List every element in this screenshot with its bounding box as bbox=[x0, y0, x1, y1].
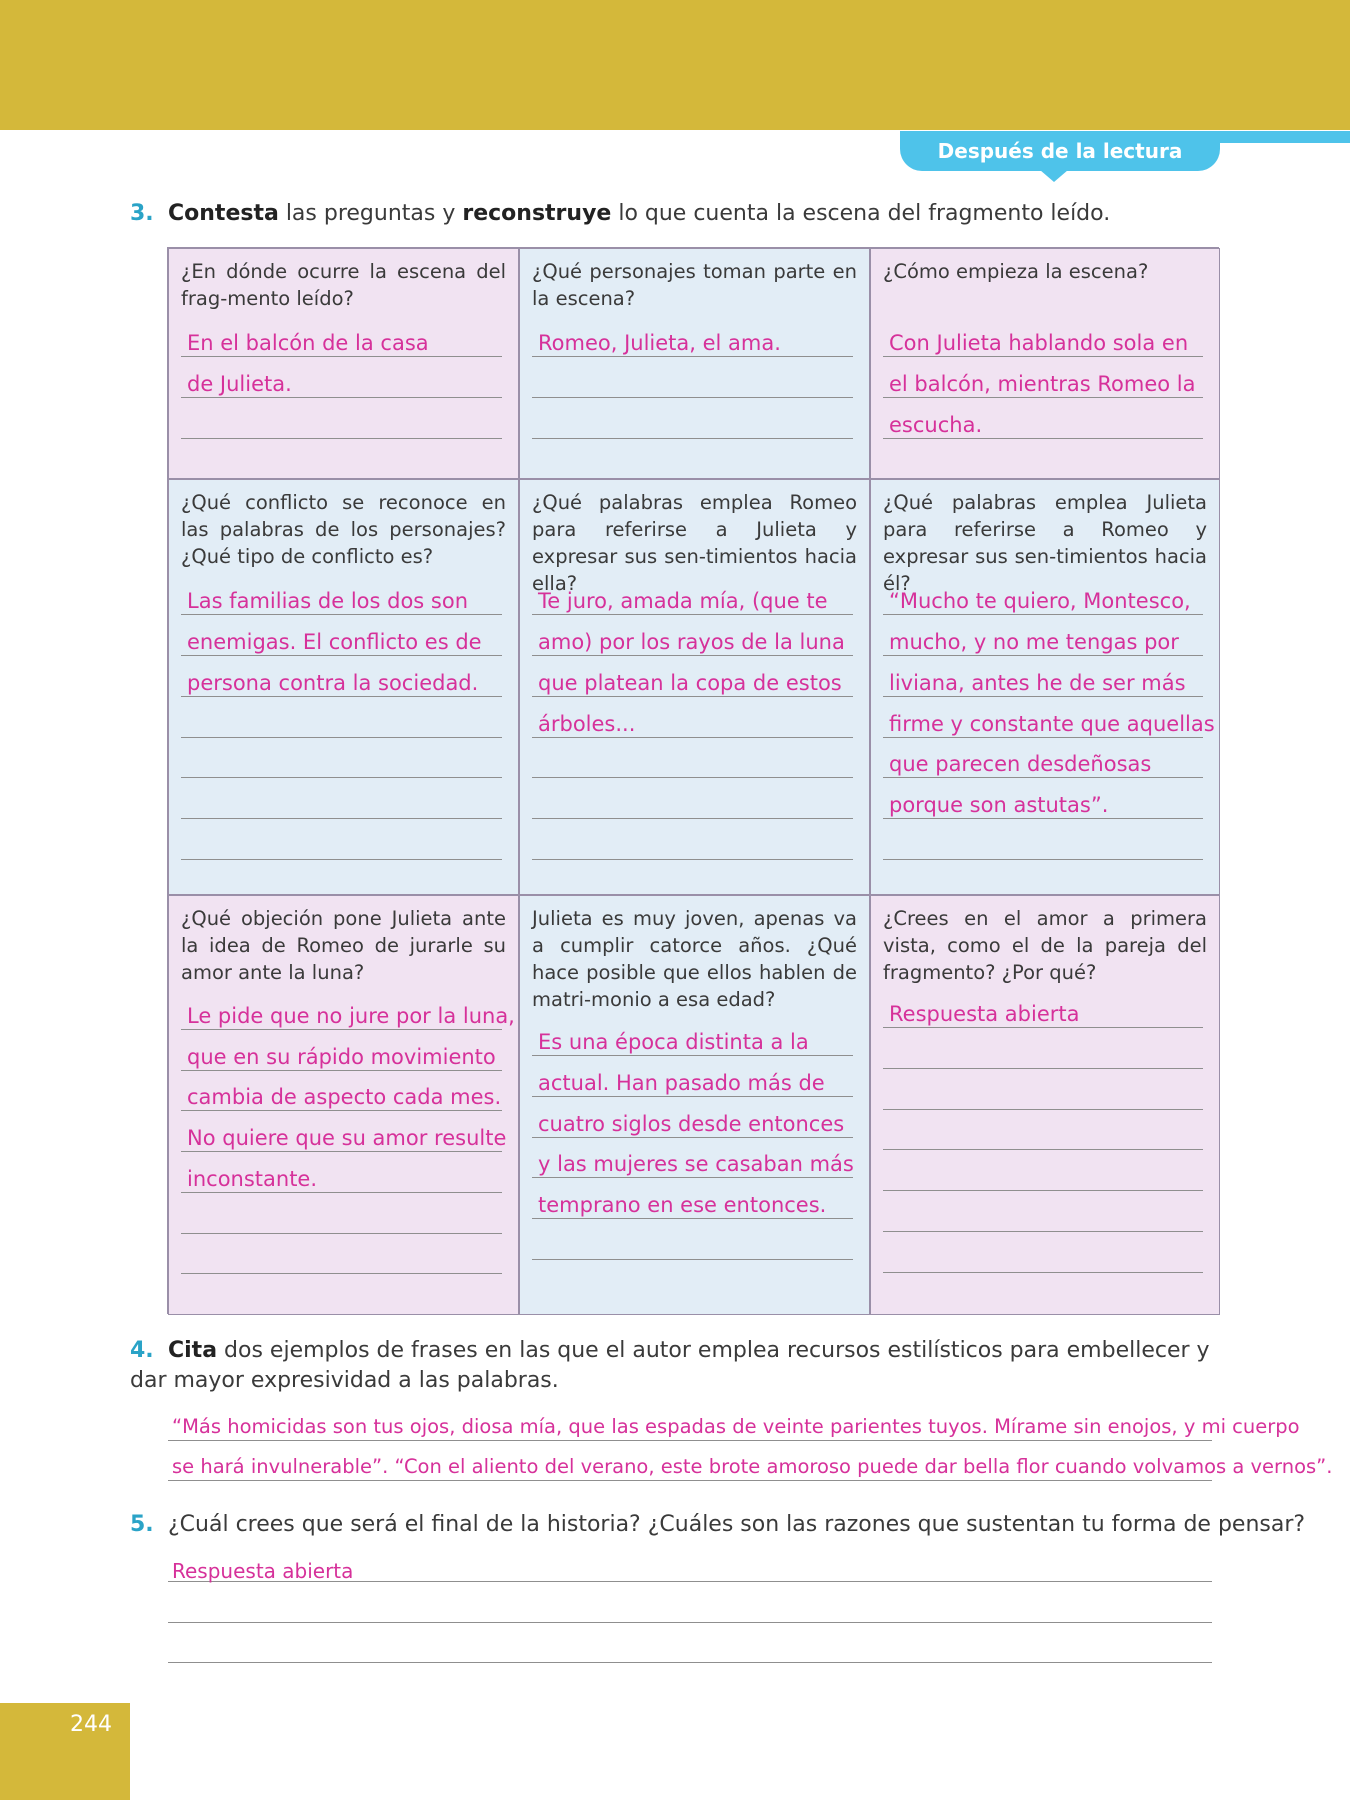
cell-question: ¿Qué personajes toman parte en la escena? bbox=[532, 260, 857, 310]
answer-line[interactable] bbox=[181, 438, 502, 439]
answer-line[interactable] bbox=[532, 777, 853, 778]
answer-line[interactable] bbox=[883, 356, 1203, 357]
question-table bbox=[167, 247, 1219, 1314]
answer-line[interactable] bbox=[883, 737, 1203, 738]
table-cell bbox=[870, 248, 1220, 479]
answer-line[interactable] bbox=[532, 356, 853, 357]
answer-line[interactable] bbox=[181, 696, 502, 697]
handwritten-answer: “Más homicidas son tus ojos, diosa mía, que las espadas de veinte parientes tuyos. Mírame sin enojos, y mi cuerpo bbox=[172, 1415, 1300, 1438]
handwritten-answer: Romeo, Julieta, el ama. bbox=[538, 331, 781, 355]
answer-line[interactable] bbox=[181, 397, 502, 398]
handwritten-answer: Con Julieta hablando sola en bbox=[889, 331, 1189, 355]
answer-line[interactable] bbox=[883, 818, 1203, 819]
answer-line[interactable] bbox=[181, 356, 502, 357]
table-cell bbox=[168, 895, 519, 1315]
answer-line[interactable] bbox=[532, 1055, 853, 1056]
instruction-verb: Cita bbox=[168, 1338, 218, 1363]
handwritten-answer: mucho, y no me tengas por bbox=[889, 630, 1179, 654]
answer-line[interactable] bbox=[883, 696, 1203, 697]
answer-line[interactable] bbox=[181, 1029, 502, 1030]
table-cell bbox=[870, 895, 1220, 1315]
cell-question: Julieta es muy joven, apenas va a cumplir catorce años. ¿Qué hace posible que ellos hablen de matri-monio a esa edad? bbox=[532, 907, 857, 1011]
handwritten-answer: Respuesta abierta bbox=[889, 1002, 1080, 1026]
question-4 bbox=[130, 1336, 1220, 1396]
answer-line[interactable] bbox=[532, 1177, 853, 1178]
answer-line[interactable] bbox=[532, 696, 853, 697]
answer-line[interactable] bbox=[883, 614, 1203, 615]
handwritten-answer: En el balcón de la casa bbox=[187, 331, 429, 355]
table-cell bbox=[519, 895, 870, 1315]
answer-line[interactable] bbox=[883, 1027, 1203, 1028]
handwritten-answer: Te juro, amada mía, (que te bbox=[538, 589, 828, 613]
question-5 bbox=[130, 1510, 1305, 1540]
handwritten-answer: Es una época distinta a la bbox=[538, 1030, 809, 1054]
answer-line[interactable] bbox=[532, 1259, 853, 1260]
cell-question: ¿Crees en el amor a primera vista, como el de la pareja del fragmento? ¿Por qué? bbox=[883, 907, 1207, 984]
answer-line[interactable] bbox=[883, 1068, 1203, 1069]
handwritten-answer: cuatro siglos desde entonces bbox=[538, 1112, 845, 1136]
answer-line[interactable] bbox=[883, 859, 1203, 860]
answer-line[interactable] bbox=[168, 1662, 1212, 1663]
handwritten-answer: temprano en ese entonces. bbox=[538, 1193, 827, 1217]
answer-line[interactable] bbox=[883, 397, 1203, 398]
answer-line[interactable] bbox=[532, 818, 853, 819]
cell-question: ¿Qué palabras emplea Julieta para referirse a Romeo y expresar sus sen-timientos hacia él? bbox=[883, 491, 1207, 595]
table-cell bbox=[519, 479, 870, 895]
answer-line[interactable] bbox=[168, 1622, 1212, 1623]
answer-line[interactable] bbox=[181, 1110, 502, 1111]
cell-question: ¿En dónde ocurre la escena del frag-mento leído? bbox=[181, 260, 506, 310]
answer-line[interactable] bbox=[181, 1273, 502, 1274]
tab-rule bbox=[1215, 131, 1350, 143]
handwritten-answer: porque son astutas”. bbox=[889, 793, 1109, 817]
handwritten-answer: que parecen desdeñosas bbox=[889, 752, 1152, 776]
question-text: las preguntas y bbox=[278, 201, 463, 226]
answer-line[interactable] bbox=[532, 737, 853, 738]
table-cell bbox=[168, 248, 519, 479]
tab-pointer bbox=[1040, 170, 1068, 182]
handwritten-answer: el balcón, mientras Romeo la bbox=[889, 372, 1196, 396]
handwritten-answer: que platean la copa de estos bbox=[538, 671, 842, 695]
handwritten-answer: No quiere que su amor resulte bbox=[187, 1126, 507, 1150]
page-number: 244 bbox=[70, 1712, 112, 1737]
question-number: 5. bbox=[130, 1512, 154, 1537]
handwritten-answer: amo) por los rayos de la luna bbox=[538, 630, 845, 654]
section-tab-label: Después de la lectura bbox=[937, 139, 1183, 163]
handwritten-answer: inconstante. bbox=[187, 1167, 318, 1191]
handwritten-answer: Las familias de los dos son bbox=[187, 589, 469, 613]
instruction-verb: reconstruye bbox=[462, 201, 612, 226]
handwritten-answer: “Mucho te quiero, Montesco, bbox=[889, 589, 1191, 613]
answer-line[interactable] bbox=[532, 614, 853, 615]
section-tab bbox=[900, 131, 1220, 171]
handwritten-answer: Le pide que no jure por la luna, bbox=[187, 1004, 515, 1028]
answer-line[interactable] bbox=[532, 1096, 853, 1097]
answer-line[interactable] bbox=[181, 614, 502, 615]
handwritten-answer: Respuesta abierta bbox=[172, 1559, 354, 1583]
question-number: 3. bbox=[130, 201, 154, 226]
handwritten-answer: cambia de aspecto cada mes. bbox=[187, 1085, 502, 1109]
answer-line[interactable] bbox=[883, 777, 1203, 778]
answer-line[interactable] bbox=[883, 1190, 1203, 1191]
answer-line[interactable] bbox=[181, 737, 502, 738]
answer-line[interactable] bbox=[181, 1192, 502, 1193]
answer-line[interactable] bbox=[532, 655, 853, 656]
handwritten-answer: liviana, antes he de ser más bbox=[889, 671, 1186, 695]
question-text: lo que cuenta la escena del fragmento leído. bbox=[611, 201, 1111, 226]
answer-line[interactable] bbox=[181, 1070, 502, 1071]
answer-line[interactable] bbox=[181, 777, 502, 778]
question-text: dos ejemplos de frases en las que el autor emplea recursos estilísticos para embellecer y dar mayor expresividad a las palabras. bbox=[130, 1338, 1210, 1393]
answer-line[interactable] bbox=[181, 655, 502, 656]
answer-line[interactable] bbox=[883, 1272, 1203, 1273]
answer-line[interactable] bbox=[883, 438, 1203, 439]
cell-question: ¿Qué conflicto se reconoce en las palabras de los personajes? ¿Qué tipo de conflicto es? bbox=[181, 491, 506, 568]
handwritten-answer: persona contra la sociedad. bbox=[187, 671, 479, 695]
handwritten-answer: firme y constante que aquellas bbox=[889, 712, 1215, 736]
handwritten-answer: de Julieta. bbox=[187, 372, 292, 396]
answer-line[interactable] bbox=[883, 1231, 1203, 1232]
question-text: ¿Cuál crees que será el final de la historia? ¿Cuáles son las razones que sustentan tu forma de pensar? bbox=[168, 1512, 1306, 1537]
handwritten-answer: escucha. bbox=[889, 413, 983, 437]
answer-line[interactable] bbox=[883, 1149, 1203, 1150]
answer-line[interactable] bbox=[532, 1137, 853, 1138]
answer-line[interactable] bbox=[532, 859, 853, 860]
question-number: 4. bbox=[130, 1338, 154, 1363]
cell-question: ¿Cómo empieza la escena? bbox=[883, 260, 1149, 283]
answer-line[interactable] bbox=[532, 397, 853, 398]
answer-line[interactable] bbox=[883, 1109, 1203, 1110]
answer-line[interactable] bbox=[181, 818, 502, 819]
instruction-verb: Contesta bbox=[168, 201, 279, 226]
table-cell bbox=[168, 479, 519, 895]
answer-line[interactable] bbox=[532, 438, 853, 439]
answer-line[interactable] bbox=[532, 1218, 853, 1219]
answer-line[interactable] bbox=[168, 1440, 1212, 1441]
question-3 bbox=[130, 199, 1110, 229]
cell-question: ¿Qué palabras emplea Romeo para referirse a Julieta y expresar sus sen-timientos hacia ella? bbox=[532, 491, 857, 595]
answer-line[interactable] bbox=[883, 655, 1203, 656]
handwritten-answer: enemigas. El conflicto es de bbox=[187, 630, 482, 654]
answer-line[interactable] bbox=[168, 1480, 1212, 1481]
answer-line[interactable] bbox=[181, 1233, 502, 1234]
cell-question: ¿Qué objeción pone Julieta ante la idea de Romeo de jurarle su amor ante la luna? bbox=[181, 907, 506, 984]
table-cell bbox=[870, 479, 1220, 895]
table-cell bbox=[519, 248, 870, 479]
handwritten-answer: árboles... bbox=[538, 712, 636, 736]
answer-line[interactable] bbox=[181, 1151, 502, 1152]
handwritten-answer: y las mujeres se casaban más bbox=[538, 1152, 854, 1176]
top-banner bbox=[0, 0, 1350, 130]
handwritten-answer: actual. Han pasado más de bbox=[538, 1071, 825, 1095]
handwritten-answer: se hará invulnerable”. “Con el aliento del verano, este brote amoroso puede dar bella flor cuando volvamos a vernos”. bbox=[172, 1455, 1333, 1478]
answer-line[interactable] bbox=[181, 859, 502, 860]
handwritten-answer: que en su rápido movimiento bbox=[187, 1045, 496, 1069]
